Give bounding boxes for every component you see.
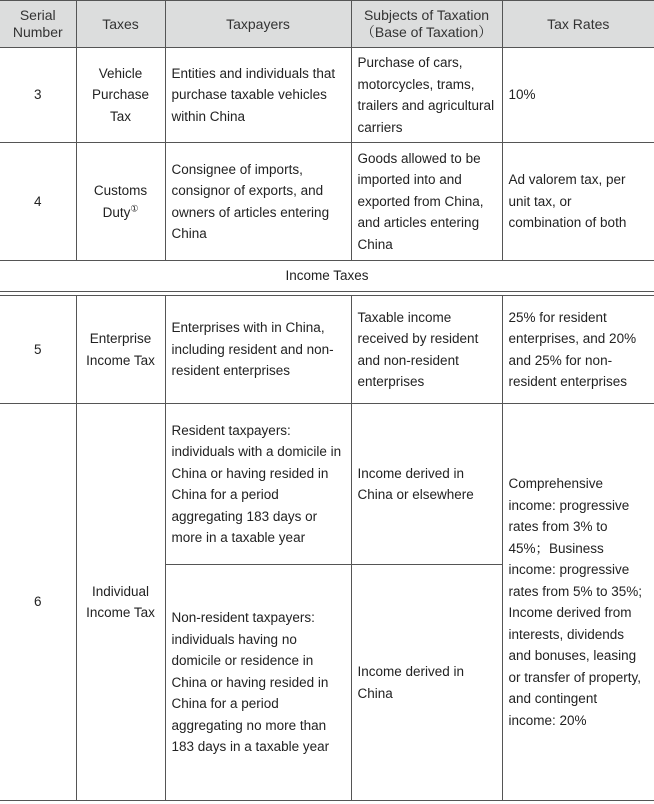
subjects-cell: Purchase of cars, motorcycles, trams, trailers and agricultural carriers <box>351 48 502 143</box>
header-row <box>0 1 654 48</box>
serial-cell: 4 <box>0 143 76 261</box>
serial-cell: 3 <box>0 48 76 143</box>
taxpayers-cell: Enterprises with in China, including resident and non-resident enterprises <box>165 296 351 404</box>
header-subjects <box>351 1 502 48</box>
header-serial: Serial Number <box>0 1 76 48</box>
taxpayers-cell: Consignee of imports, consignor of exports, and owners of articles entering China <box>165 143 351 261</box>
subjects-cell: Taxable income received by resident and non-resident enterprises <box>351 296 502 404</box>
taxpayers-nonresident-cell: Non-resident taxpayers: individuals having no domicile or residence in China or having resided in China for a period aggregating no more than 183 days in a taxable year <box>165 565 351 801</box>
tax-name-cell: Enterprise Income Tax <box>76 296 165 404</box>
taxpayers-resident-cell: Resident taxpayers: individuals with a domicile in China or having resided in China for a period aggregating 183 days or more in a taxable year <box>165 404 351 565</box>
serial-cell: 6 <box>0 404 76 801</box>
footnote-marker: ① <box>130 203 139 213</box>
rates-cell: 25% for resident enterprises, and 20% and 25% for non-resident enterprises <box>502 296 654 404</box>
tax-name-cell <box>76 143 165 261</box>
rates-cell: Comprehensive income: progressive rates from 3% to 45%；Business income: progressive rates from 5% to 35%; Income derived from interests, dividends and bonuses, leasing or transfer of property, and contingent income: 20% <box>502 404 654 801</box>
table-row <box>0 296 654 404</box>
header-subjects-line1: Subjects of Taxation <box>363 7 490 23</box>
taxpayers-cell: Entities and individuals that purchase taxable vehicles within China <box>165 48 351 143</box>
header-subjects-line2: （Base of Taxation） <box>360 24 493 40</box>
header-taxes: Taxes <box>76 1 165 48</box>
tax-name-cell: Vehicle Purchase Tax <box>76 48 165 143</box>
rates-cell: Ad valorem tax, per unit tax, or combination of both <box>502 143 654 261</box>
tax-name-text: Customs Duty <box>93 183 148 220</box>
subjects-cell: Goods allowed to be imported into and exported from China, and articles entering China <box>351 143 502 261</box>
table-row <box>0 143 654 261</box>
header-rates: Tax Rates <box>502 1 654 48</box>
serial-cell: 5 <box>0 296 76 404</box>
rates-cell: 10% <box>502 48 654 143</box>
table-row <box>0 404 654 565</box>
header-taxpayers: Taxpayers <box>165 1 351 48</box>
tax-name-cell: Individual Income Tax <box>76 404 165 801</box>
subjects-resident-cell: Income derived in China or elsewhere <box>351 404 502 565</box>
table-row <box>0 48 654 143</box>
section-heading: Income Taxes <box>0 261 654 292</box>
subjects-nonresident-cell: Income derived in China <box>351 565 502 801</box>
section-row <box>0 261 654 292</box>
